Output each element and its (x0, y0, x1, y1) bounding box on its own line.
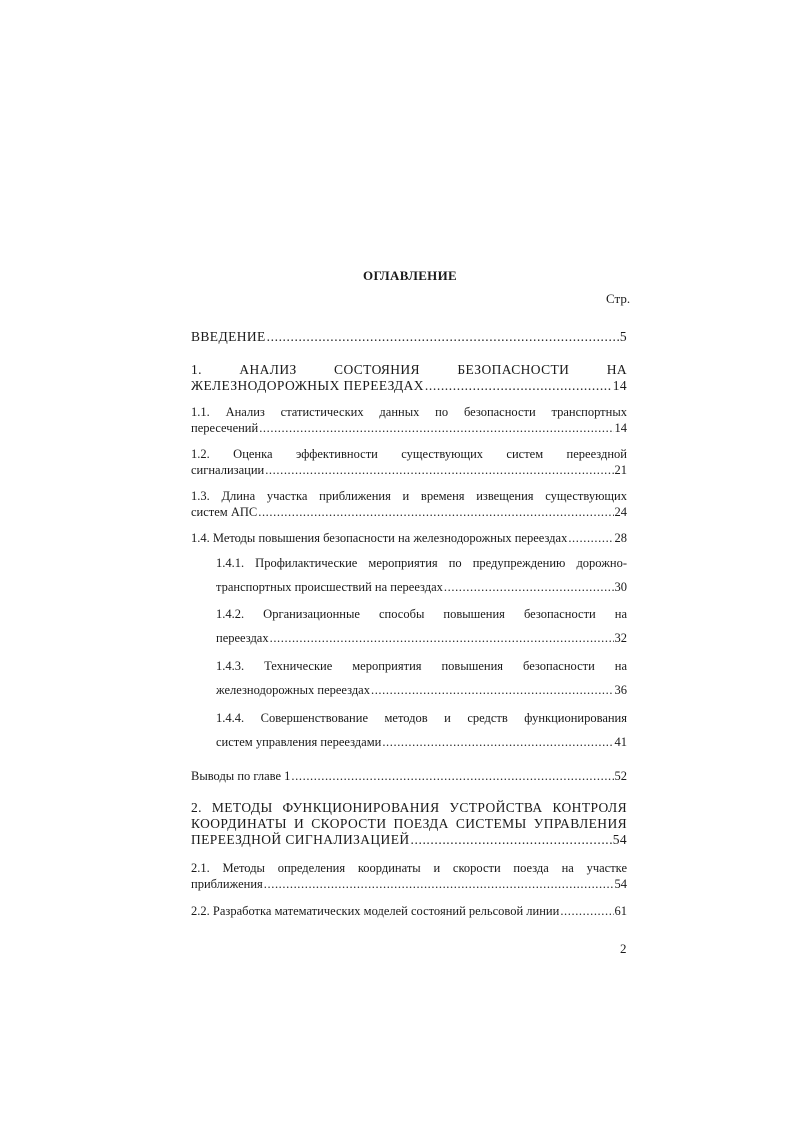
toc-entry-2-2[interactable] (191, 903, 627, 919)
toc-entry-page: 61 (614, 904, 627, 918)
toc-entry-page: 52 (614, 769, 627, 783)
dot-leader (291, 768, 613, 784)
toc-entry-page: 32 (614, 631, 627, 645)
toc-entry-1-1[interactable] (191, 404, 627, 436)
toc-entry-page: 21 (614, 463, 627, 477)
dot-leader (264, 876, 614, 892)
dot-leader (267, 329, 619, 345)
toc-entry-text-line3: ПЕРЕЕЗДНОЙ СИГНАЛИЗАЦИЕЙ (191, 832, 410, 847)
toc-entry-text-line1: 2. МЕТОДЫ ФУНКЦИОНИРОВАНИЯ УСТРОЙСТВА КОНТРОЛЯ (191, 800, 627, 815)
toc-entry-text-line2: железнодорожных переездах (216, 683, 370, 697)
toc-entry-page: 41 (614, 735, 627, 749)
toc-entry-text: ВВЕДЕНИЕ (191, 329, 266, 344)
toc-entry-text-line2: КООРДИНАТЫ И СКОРОСТИ ПОЕЗДА СИСТЕМЫ УПРАВЛЕНИЯ (191, 816, 627, 831)
toc-entry-text-line1: 1.4.2. Организационные способы повышения безопасности на (216, 607, 627, 621)
dot-leader (265, 462, 613, 478)
toc-entry-1-4-1[interactable] (216, 551, 627, 599)
toc-entry-chapter-2[interactable] (191, 800, 627, 848)
dot-leader (270, 626, 614, 650)
dot-leader (560, 903, 613, 919)
dot-leader (425, 378, 612, 394)
toc-entry-page: 30 (614, 580, 627, 594)
dot-leader (258, 504, 613, 520)
dot-leader (444, 575, 614, 599)
toc-title: ОГЛАВЛЕНИЕ (363, 268, 457, 283)
toc-entry-text-line2: переездах (216, 631, 269, 645)
toc-entry-text: 1.4. Методы повышения безопасности на железнодорожных переездах (191, 531, 568, 545)
toc-entry-text-line2: пересечений (191, 421, 259, 435)
toc-entry-text-line1: 1.1. Анализ статистических данных по безопасности транспортных (191, 405, 627, 419)
toc-entry-chapter-1[interactable] (191, 362, 627, 394)
toc-entry-text-line1: 1.2. Оценка эффективности существующих систем переездной (191, 447, 627, 461)
toc-entry-1-3[interactable] (191, 488, 627, 520)
toc-entry-page: 14 (612, 378, 627, 393)
toc-entry-1-4-2[interactable] (216, 602, 627, 650)
toc-entry-page: 54 (614, 877, 627, 891)
toc-entry-text-line1: 1. АНАЛИЗ СОСТОЯНИЯ БЕЗОПАСНОСТИ НА (191, 362, 627, 377)
toc-entry-page: 54 (612, 832, 627, 847)
toc-entry-1-4[interactable] (191, 530, 627, 546)
dot-leader (411, 832, 612, 848)
toc-entry-1-2[interactable] (191, 446, 627, 478)
toc-entry-text-line1: 1.3. Длина участка приближения и временя извещения существующих (191, 489, 627, 503)
toc-entry-intro[interactable] (191, 329, 627, 345)
toc-entry-text-line2: систем АПС (191, 505, 258, 519)
toc-entry-page: 36 (614, 683, 627, 697)
page-column-label: Стр. (606, 291, 631, 306)
toc-entry-2-1[interactable] (191, 860, 627, 892)
toc-entry-text-line1: 1.4.3. Технические мероприятия повышения безопасности на (216, 659, 627, 673)
dot-leader (382, 730, 613, 754)
toc-entry-1-4-3[interactable] (216, 654, 627, 702)
toc-entry-text-line2: сигнализации (191, 463, 265, 477)
toc-entry-text: Выводы по главе 1 (191, 769, 291, 783)
toc-entry-page: 14 (614, 421, 627, 435)
toc-entry-text-line2: приближения (191, 877, 263, 891)
dot-leader (568, 530, 613, 546)
toc-entry-text-line2: ЖЕЛЕЗНОДОРОЖНЫХ ПЕРЕЕЗДАХ (191, 378, 424, 393)
toc-entry-text-line2: систем управления переездами (216, 735, 382, 749)
toc-entry-text-line1: 2.1. Методы определения координаты и скорости поезда на участке (191, 861, 627, 875)
page-number: 2 (620, 941, 627, 956)
toc-entry-text: 2.2. Разработка математических моделей состояний рельсовой линии (191, 904, 560, 918)
toc-entry-page: 5 (619, 329, 627, 344)
toc-entry-text-line1: 1.4.1. Профилактические мероприятия по предупреждению дорожно- (216, 556, 627, 570)
toc-entry-conclusions-1[interactable] (191, 768, 627, 784)
toc-entry-page: 24 (614, 505, 627, 519)
dot-leader (259, 420, 613, 436)
toc-entry-1-4-4[interactable] (216, 706, 627, 754)
toc-entry-text-line1: 1.4.4. Совершенствование методов и средств функционирования (216, 711, 627, 725)
dot-leader (371, 678, 614, 702)
toc-entry-page: 28 (614, 531, 627, 545)
toc-entry-text-line2: транспортных происшествий на переездах (216, 580, 443, 594)
